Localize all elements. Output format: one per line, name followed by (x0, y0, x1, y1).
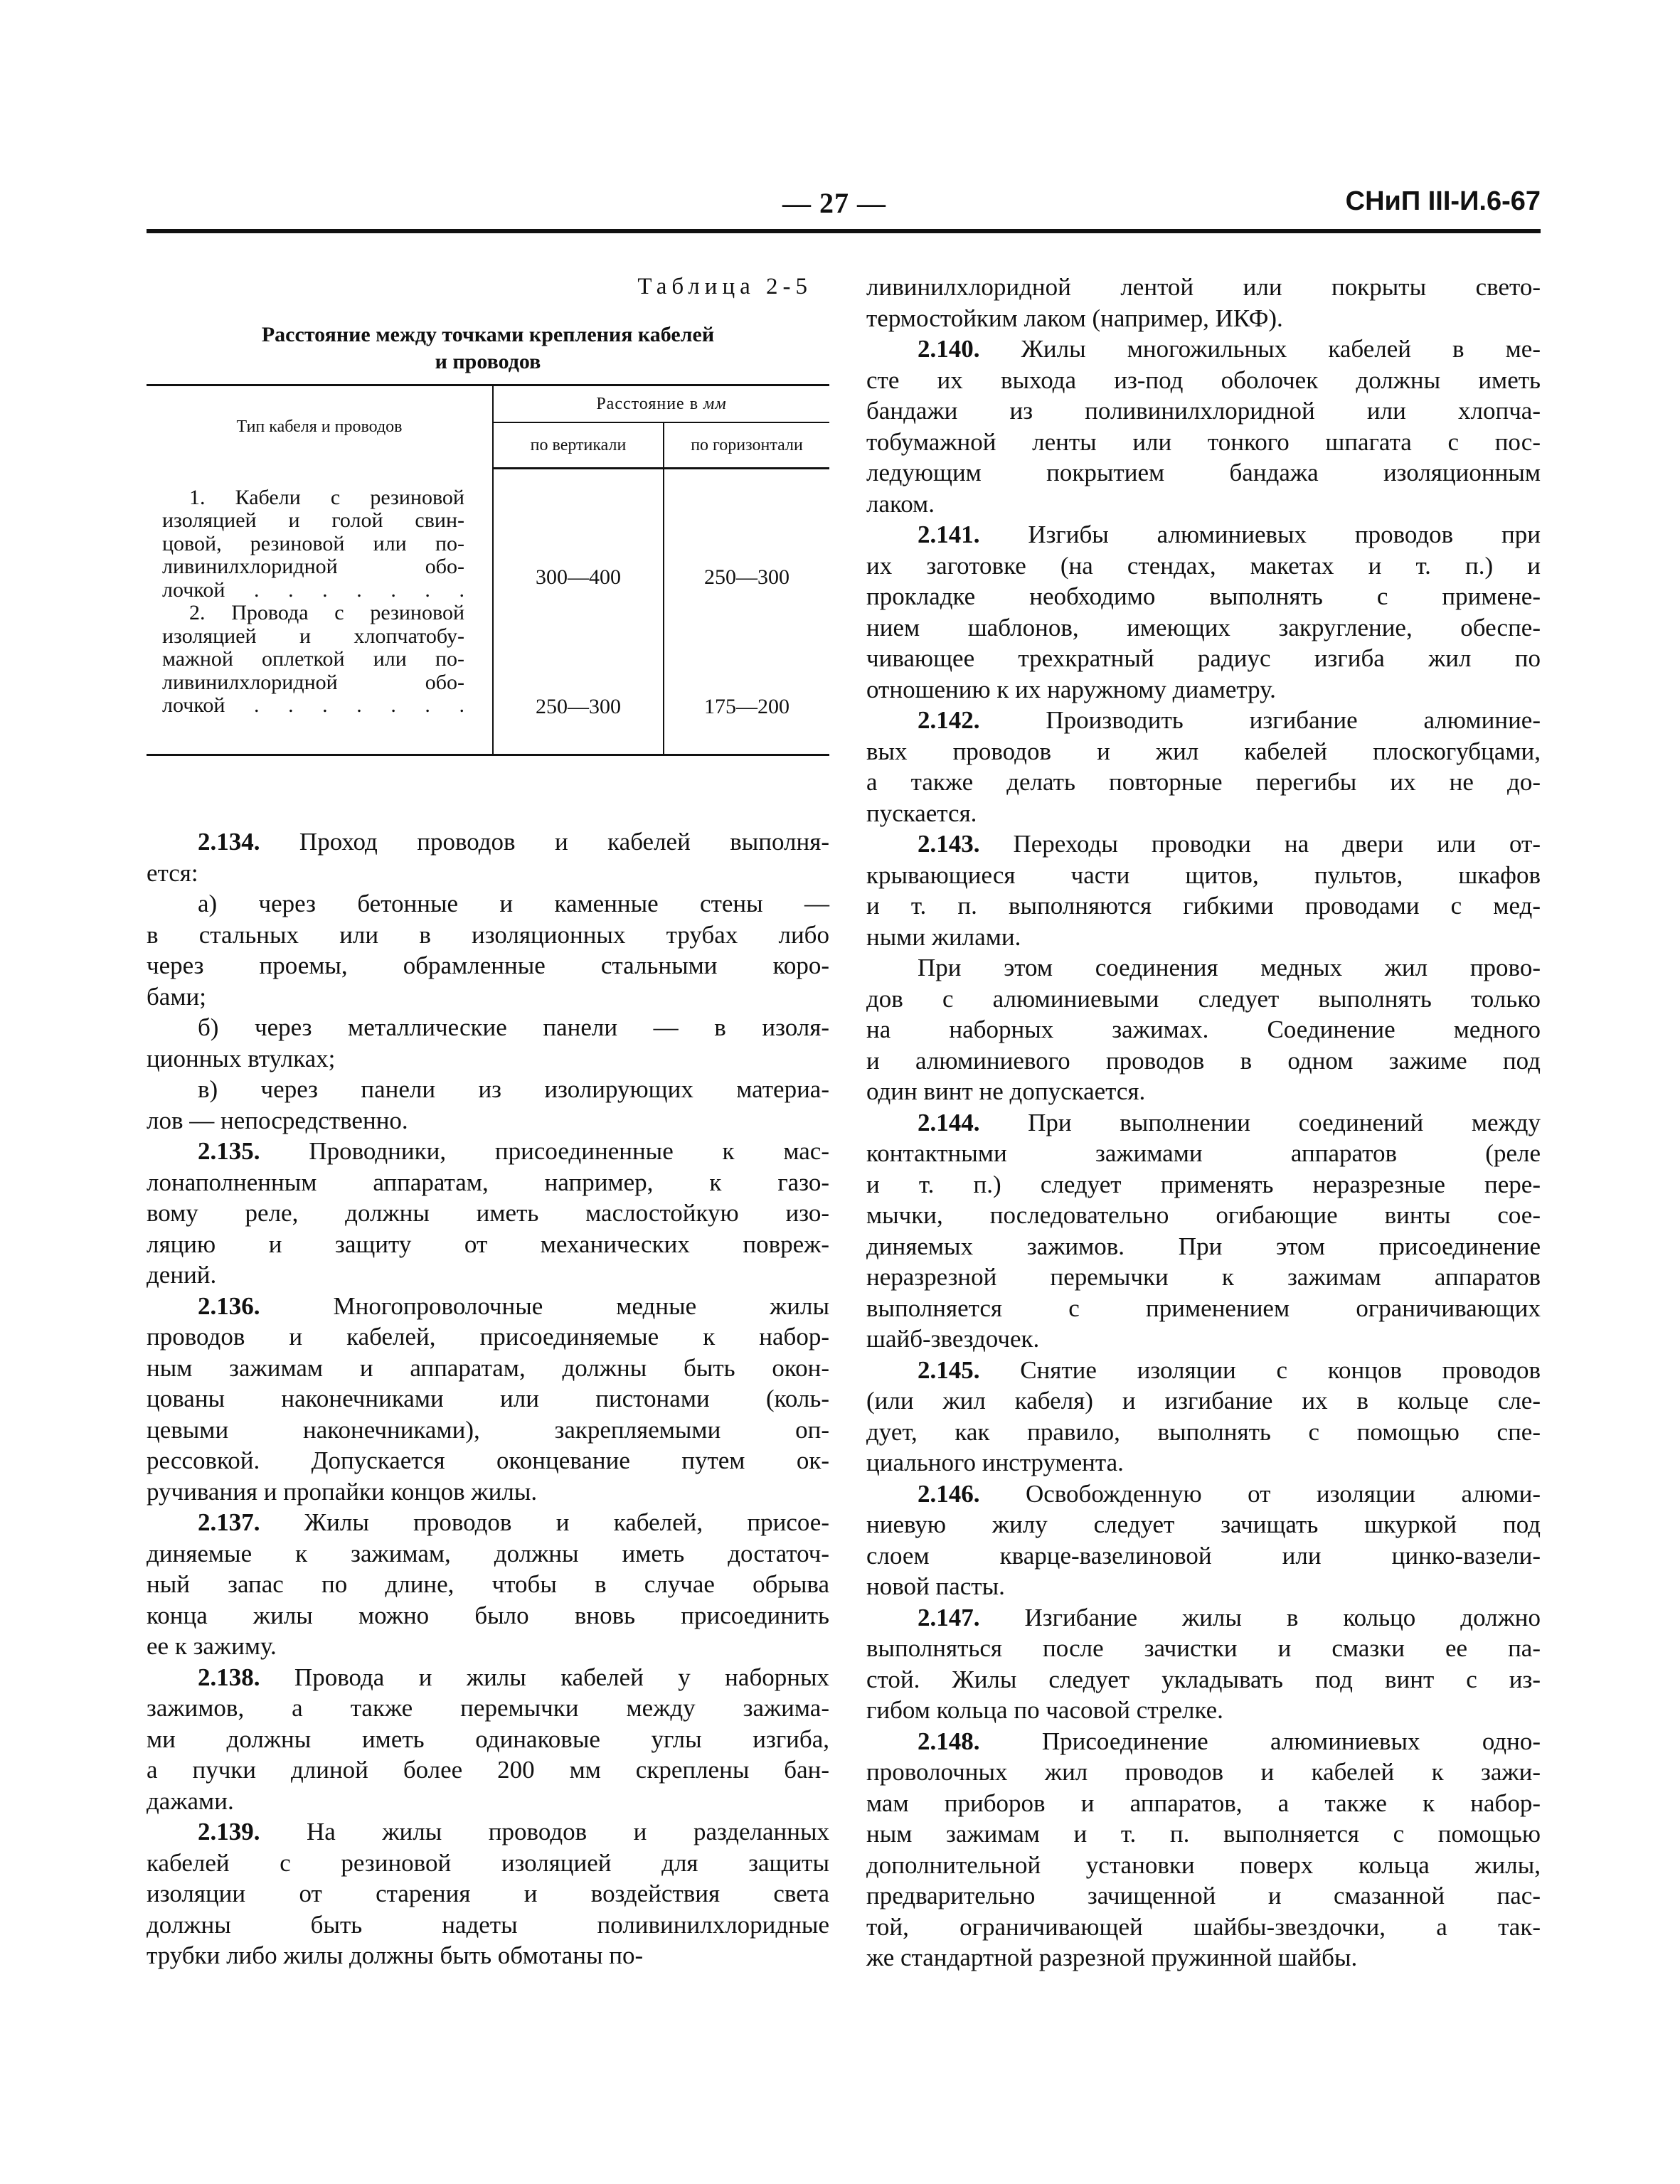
left-text-column (147, 826, 829, 1971)
text-line: же стандартной разрезной пружинной шайбы. (866, 1944, 1358, 1971)
distance-table (147, 384, 829, 756)
text-line: тобумажной ленты или тонкого шпагата с пос- (866, 427, 1541, 456)
text-line: бами; (147, 982, 206, 1011)
text-line: проводов и кабелей, присоединяемые к набор- (147, 1323, 829, 1351)
paragraph (866, 952, 1541, 1107)
paragraph (866, 1726, 1541, 1973)
text-line: крывающиеся части щитов, пультов, шкафов (866, 861, 1541, 889)
text-line: дений. (147, 1261, 217, 1289)
text-line: ее к зажиму. (147, 1632, 277, 1660)
text-line: лов — непосредственно. (147, 1106, 408, 1134)
clause-number: 2.137. (198, 1508, 260, 1536)
document-code: СНиП III-И.6-67 (1345, 186, 1541, 216)
text-line: в) через панели из изолирующих материа- (198, 1075, 829, 1103)
text-line: на наборных зажимах. Соединение медного (866, 1016, 1541, 1043)
table-value: 175—200 (704, 695, 790, 718)
table-row-text-line: 1. Кабели с резиновой (189, 485, 464, 509)
clause-text: Жилы проводов и кабелей, присое- (260, 1508, 829, 1536)
text-line: вых проводов и жил кабелей плоскогубцами, (866, 737, 1541, 765)
text-line (147, 1662, 829, 1693)
text-line: ным зажимам и аппаратам, должны быть окон- (147, 1353, 829, 1382)
text-line: предварительно зачищенной и смазанной пас- (866, 1882, 1541, 1909)
text-line (866, 1602, 1541, 1634)
text-line (147, 1136, 829, 1167)
text-line: ледующим покрытием бандажа изоляционным (866, 459, 1541, 486)
text-line: цевыми наконечниками), закрепляемыми оп- (147, 1415, 829, 1444)
table-cell-horizontal (664, 469, 829, 755)
text-line (866, 705, 1541, 736)
text-line (866, 334, 1541, 365)
text-line: один винт не допускается. (866, 1077, 1146, 1105)
clause-text: При выполнении соединений между (979, 1108, 1541, 1136)
text-line: диняемые к зажимам, должны иметь достаточ- (147, 1539, 829, 1567)
text-line: мам приборов и аппаратов, а также к набор- (866, 1789, 1541, 1817)
clause-number: 2.141. (918, 521, 980, 548)
table-title (147, 321, 829, 375)
text-line: лаком. (866, 489, 935, 518)
table-title-line: Расстояние между точками крепления кабелей (261, 323, 715, 346)
text-line: стой. Жилы следует укладывать под винт с из- (866, 1665, 1541, 1693)
text-line: ниевую жилу следует зачищать шкуркой под (866, 1511, 1541, 1538)
clause-number: 2.135. (198, 1137, 260, 1165)
text-line: выполняется с применением ограничивающих (866, 1294, 1541, 1322)
table-row-text-line: лочкой . . . . . . . (162, 693, 464, 717)
text-line: и т. п.) следует применять неразрезные пере- (866, 1170, 1541, 1198)
text-line: через проемы, обрамленные стальными коро- (147, 952, 829, 979)
text-line: новой пасты. (866, 1572, 1005, 1600)
text-line: конца жилы можно было вновь присоединить (147, 1601, 829, 1629)
text-line: отношению к их наружному диаметру. (866, 675, 1276, 703)
clause-text: Проход проводов и кабелей выполня- (260, 828, 829, 856)
text-line: контактными зажимами аппаратов (реле (866, 1139, 1541, 1167)
table-cell-vertical (493, 469, 664, 755)
text-line: ми должны иметь одинаковые углы изгиба, (147, 1725, 829, 1753)
paragraph (866, 1479, 1541, 1602)
paragraph (866, 1355, 1541, 1479)
text-line: ным зажимам и т. п. выполняется с помощью (866, 1820, 1541, 1848)
table-row-text-line: изоляцией и голой свин- (162, 508, 464, 532)
text-line: шайб-звездочек. (866, 1325, 1040, 1353)
col-header-type: Тип кабеля и проводов (147, 385, 493, 469)
clause-text: Снятие изоляции с концов проводов (979, 1355, 1541, 1384)
paragraph (866, 1107, 1541, 1355)
clause-number: 2.139. (198, 1818, 260, 1845)
text-line: проволочных жил проводов и кабелей к зажи- (866, 1758, 1541, 1786)
text-line: диняемых зажимов. При этом присоединение (866, 1232, 1541, 1260)
paragraph (866, 1602, 1541, 1726)
text-line: и т. п. выполняются гибкими проводами с мед- (866, 892, 1541, 920)
text-line: термостойким лаком (например, ИКФ). (866, 304, 1283, 332)
text-line (866, 829, 1541, 860)
paragraph (147, 826, 829, 888)
paragraph (147, 1507, 829, 1662)
text-line: мычки, последовательно огибающие винты сое- (866, 1201, 1541, 1229)
clause-number: 2.145. (918, 1355, 980, 1384)
text-line: дополнительной установки поверх кольца жилы, (866, 1850, 1541, 1879)
text-line: чивающее трехкратный радиус изгиба жил по (866, 644, 1541, 672)
paragraph (147, 1662, 829, 1817)
col-header-horizontal: по горизонтали (664, 422, 829, 469)
text-line: ется: (147, 858, 198, 887)
clause-number: 2.136. (198, 1291, 260, 1320)
text-line: в стальных или в изоляционных трубах либо (147, 920, 829, 949)
paragraph (147, 1816, 829, 1971)
table-row-text-line: лочкой . . . . . . . (162, 577, 464, 602)
clause-number: 2.134. (198, 828, 260, 856)
paragraph (866, 334, 1541, 519)
text-line: слоем кварце-вазелиновой или цинко-вазели- (866, 1541, 1541, 1570)
text-line (147, 1291, 829, 1322)
clause-number: 2.146. (918, 1479, 980, 1508)
clause-text: Многопроволочные медные жилы (260, 1291, 829, 1320)
text-line: цованы наконечниками или пистонами (коль- (147, 1385, 829, 1412)
col-header-vertical: по вертикали (493, 422, 664, 469)
paragraph (147, 1074, 829, 1136)
text-line: дует, как правило, выполнять с помощью спе- (866, 1417, 1541, 1446)
clause-number: 2.147. (918, 1603, 980, 1631)
text-line: а пучки длиной более 200 мм скреплены бан- (147, 1756, 829, 1784)
text-line: ручивания и пропайки концов жилы. (147, 1477, 538, 1506)
clause-text: Переходы проводки на двери или от- (979, 830, 1541, 858)
table-row-text-line: изоляцией и хлопчатобу- (162, 624, 464, 648)
table-title-line: и проводов (435, 350, 541, 373)
table-value: 250—300 (536, 695, 621, 718)
paragraph (866, 272, 1541, 334)
clause-number: 2.148. (918, 1727, 980, 1755)
table-row-text-line: цовой, резиновой или по- (162, 531, 464, 555)
right-text-column (866, 272, 1541, 1973)
col-header-distance-label: Расстояние в (596, 394, 699, 413)
text-line (866, 1479, 1541, 1510)
text-line: сте их выхода из-под оболочек должны иметь (866, 366, 1541, 394)
text-line: бандажи из поливинилхлоридной или хлопча- (866, 397, 1541, 425)
text-line (147, 1507, 829, 1538)
text-line: нием шаблонов, имеющих закругление, обеспе- (866, 613, 1541, 641)
text-line: а также делать повторные перегибы их не до- (866, 768, 1541, 796)
text-line: ливинилхлоридной лентой или покрыты свето- (866, 273, 1541, 301)
header-rule (147, 229, 1541, 233)
text-line: кабелей с резиновой изоляцией для защиты (147, 1848, 829, 1877)
text-line: выполняться после зачистки и смазки ее па- (866, 1634, 1541, 1662)
table-row-text-line: ливинилхлоридной обо- (162, 555, 464, 578)
table-value: 300—400 (536, 565, 621, 589)
text-line: изоляции от старения и воздействия света (147, 1880, 829, 1907)
clause-text: Освобожденную от изоляции алюми- (979, 1479, 1541, 1508)
clause-number: 2.142. (918, 706, 980, 734)
text-line: лонаполненным аппаратам, например, к газо- (147, 1168, 829, 1196)
text-line (147, 826, 829, 858)
clause-text: Присоединение алюминиевых одно- (979, 1727, 1541, 1755)
paragraph (147, 1136, 829, 1291)
text-line: гибом кольца по часовой стрелке. (866, 1696, 1223, 1724)
clause-text: Провода и жилы кабелей у наборных (260, 1663, 829, 1691)
text-line: При этом соединения медных жил прово- (918, 954, 1541, 981)
text-line: и алюминиевого проводов в одном зажиме под (866, 1046, 1541, 1075)
clause-text: Изгибание жилы в кольцо должно (979, 1603, 1541, 1631)
text-line: зажимов, а также перемычки между зажима- (147, 1694, 829, 1722)
text-line: той, ограничивающей шайбы-звездочки, а так- (866, 1912, 1541, 1941)
text-line: их заготовке (на стендах, макетах и т. п.) и (866, 551, 1541, 580)
text-line: ционных втулках; (147, 1044, 336, 1072)
paragraph (147, 888, 829, 1012)
text-line: ными жилами. (866, 922, 1021, 951)
table-row-text-line: 2. Провода с резиновой (189, 601, 464, 624)
clause-text: Жилы многожильных кабелей в ме- (979, 335, 1541, 363)
text-line: должны быть надеты поливинилхлоридные (147, 1910, 829, 1939)
col-header-distance (493, 385, 829, 423)
text-line (866, 1726, 1541, 1757)
clause-number: 2.140. (918, 335, 980, 363)
text-line (147, 1816, 829, 1848)
table-cell-types (147, 469, 493, 755)
text-line: циального инструмента. (866, 1449, 1124, 1476)
text-line: (или жил кабеля) и изгибание их в кольце сле- (866, 1387, 1541, 1415)
col-header-distance-unit: мм (703, 394, 727, 413)
text-line: а) через бетонные и каменные стены — (198, 890, 829, 917)
text-line: ный запас по длине, чтобы в случае обрыва (147, 1570, 829, 1598)
clause-number: 2.138. (198, 1663, 260, 1691)
text-line (866, 519, 1541, 550)
text-line (866, 1107, 1541, 1139)
table-row-text-line: ливинилхлоридной обо- (162, 670, 464, 694)
text-line: прокладке необходимо выполнять с применe- (866, 582, 1541, 610)
text-line: дажами. (147, 1786, 234, 1815)
page-number: — 27 — (782, 187, 886, 219)
text-line: б) через металлические панели — в изоля- (198, 1013, 829, 1041)
clause-number: 2.143. (918, 830, 980, 858)
text-line: трубки либо жилы должны быть обмотаны по- (147, 1941, 644, 1969)
table-type-lines (162, 486, 464, 718)
text-line: неразрезной перемычки к зажимам аппаратов (866, 1263, 1541, 1291)
clause-text: На жилы проводов и разделанных (260, 1818, 829, 1845)
clause-text: Проводники, присоединенные к мас- (260, 1137, 829, 1165)
paragraph (147, 1012, 829, 1074)
text-line: пускается. (866, 799, 977, 827)
text-line: вому реле, должны иметь маслостойкую изо- (147, 1199, 829, 1227)
table-row-text-line: мажной оплеткой или по- (162, 647, 464, 671)
text-line (866, 1355, 1541, 1386)
paragraph (866, 705, 1541, 829)
table-label: Таблица 2-5 (637, 274, 812, 299)
text-line: рессовкой. Допускается оконцевание путем ок- (147, 1447, 829, 1474)
clause-text: Производить изгибание алюминие- (979, 706, 1541, 734)
paragraph (866, 829, 1541, 952)
clause-text: Изгибы алюминиевых проводов при (979, 521, 1541, 548)
clause-number: 2.144. (918, 1108, 980, 1136)
text-line: ляцию и защиту от механических повреж- (147, 1230, 829, 1258)
table-value: 250—300 (704, 565, 790, 589)
text-line: дов с алюминиевыми следует выполнять только (866, 984, 1541, 1013)
paragraph (147, 1291, 829, 1508)
paragraph (866, 519, 1541, 705)
